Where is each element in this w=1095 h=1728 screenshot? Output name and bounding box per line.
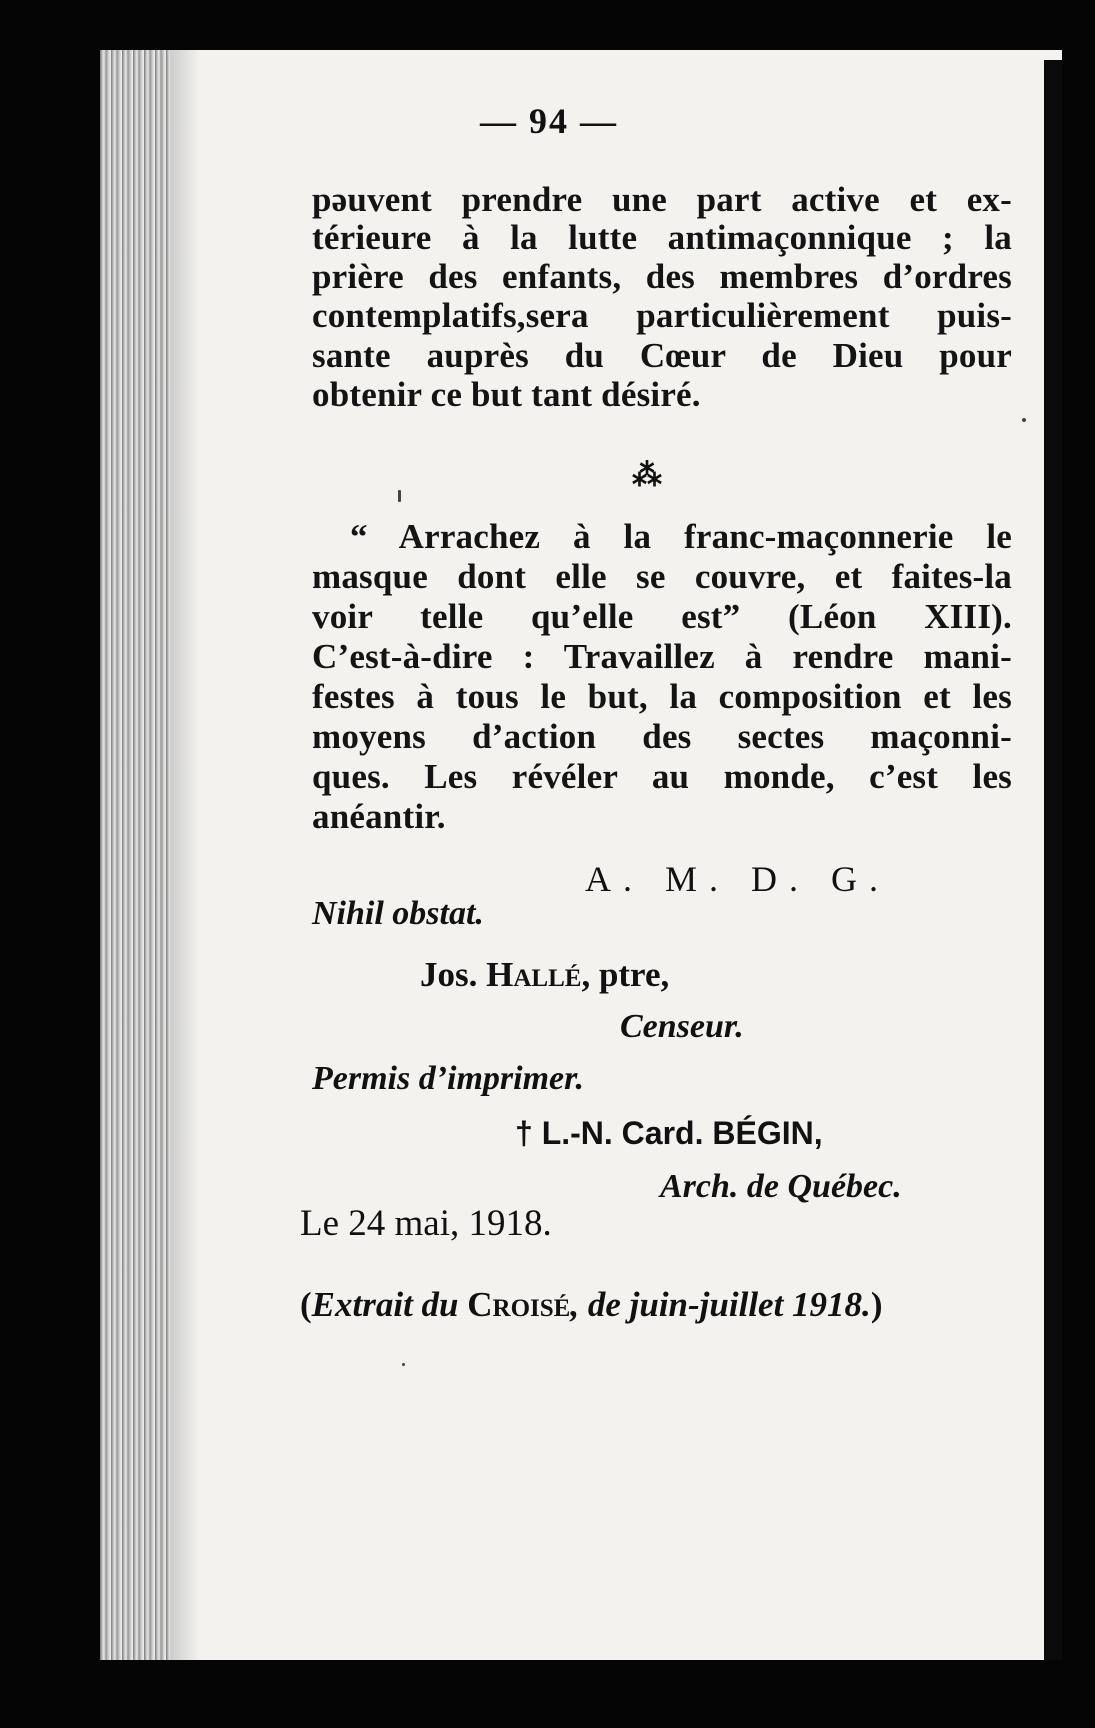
paragraph-2-line-1: “ Arrachez à la franc-maçonnerie le [350,517,1012,556]
censor-suffix: , ptre, [581,955,670,994]
scan-speck [398,490,401,502]
scan-speck [402,1363,405,1366]
date-line: Le 24 mai, 1918. [300,1203,552,1244]
censor-prefix: Jos. [420,955,487,994]
source-prefix: Extrait du [311,1285,468,1324]
paragraph-1-line-1: pəuvent prendre une part active et ex- [312,180,1012,219]
paragraph-1-line-5: sante auprès du Cœur de Dieu pour [312,336,1012,375]
asterism-separator: ⁂ [632,459,662,492]
paragraph-2-line-4: C’est-à-dire : Travaillez à rendre mani- [312,637,1012,676]
archbishop-title: Arch. de Québec. [660,1168,902,1205]
scan-speck [1022,418,1026,422]
paragraph-2-line-3: voir telle qu’elle est” (Léon XIII). [312,597,1012,636]
paragraph-2-line-8: anéantir. [312,797,446,836]
archbishop-name: † L.-N. Card. BÉGIN, [515,1115,823,1151]
source-citation [300,1285,882,1325]
source-close-paren: ) [870,1285,883,1324]
paragraph-2-line-2: masque dont elle se couvre, et faites-la [312,557,1012,596]
censor-name [420,955,669,995]
censor-title: Censeur. [620,1008,744,1045]
imprimatur: Permis d’imprimer. [312,1060,584,1097]
motto-amdg: A. M. D. G. [585,859,891,899]
paragraph-1-line-2: térieure à la lutte antimaçonnique ; la [312,218,1012,257]
source-journal: Croisé [467,1285,571,1324]
source-suffix: , de juin-juillet 1918. [570,1285,871,1324]
page-binding-edge [100,50,170,1660]
paragraph-1-line-6: obtenir ce but tant désiré. [312,375,701,414]
paragraph-1-line-4: contemplatifs,sera particulièrement puis- [312,296,1012,335]
page-right-edge [1044,60,1062,1660]
paragraph-2-line-5: festes à tous le but, la composition et les [312,677,1012,716]
page-number: — 94 — [480,101,618,141]
paragraph-2-line-7: ques. Les révéler au monde, c’est les [312,757,1012,796]
binding-shadow [170,50,200,1660]
paragraph-2-line-6: moyens d’action des sectes maçonni- [312,717,1012,756]
nihil-obstat: Nihil obstat. [312,895,484,932]
paragraph-1-line-3: prière des enfants, des membres d’ordres [312,257,1012,296]
censor-surname: Hallé [486,955,582,994]
source-open-paren: ( [300,1285,312,1324]
